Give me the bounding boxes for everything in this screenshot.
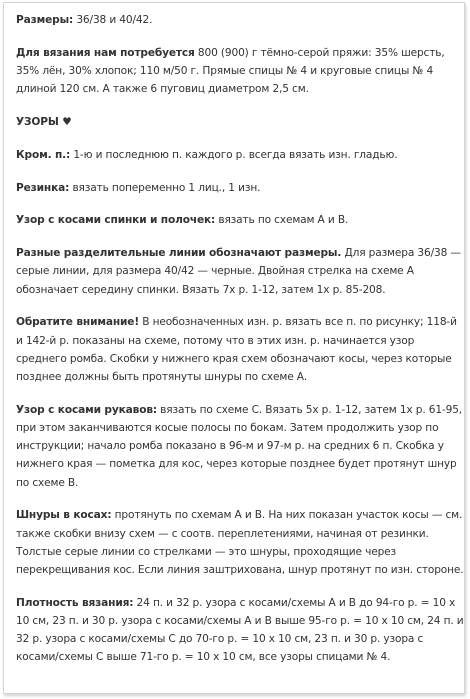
para-label: Разные разделительные линии обозначают размеры. xyxy=(16,247,342,260)
para-text: 24 п. и 32 р. узора с косами/схемы А и В до 94-го р. = 10 х 10 см, 23 п. и 30 р. узора с косами/схемы А и В выше 95-го р. = 10 х 10 см, 24 п. и 32 р. узора с косами/схемы С до 70-го р. = 10 х 10 см, 23 п. и 30 р. узора с косами/схемы С выше 71-го р. = 10 х 10 см, все узоры спицами № 4. xyxy=(16,596,464,664)
para-cable-sleeves xyxy=(16,401,464,492)
para-gauge xyxy=(16,594,464,667)
para-text: вязать по схемам А и В. xyxy=(215,214,349,227)
para-text: 36/38 и 40/42. xyxy=(73,14,153,26)
para-label: Шнуры в косах: xyxy=(16,509,112,522)
para-label: Кром. п.: xyxy=(16,148,71,161)
para-text: 800 (900) г тёмно-серой пряжи: 35% шерсть, 35% лён, 30% хлопок; 110 м/50 г. Прямые спицы № 4 и круговые спицы № 4 длиной 120 см. А также 6 пуговиц диаметром 2,5 см. xyxy=(16,46,445,96)
para-label: Обратите внимание! xyxy=(16,316,140,329)
para-rib xyxy=(16,179,464,197)
para-sizes xyxy=(16,11,464,29)
para-text: вязать попеременно 1 лиц., 1 изн. xyxy=(69,181,261,194)
para-text: вязать по схеме С. Вязать 5х р. 1-12, затем 1х р. 61-95, при этом заканчиваются косые полосы по бокам. Затем продолжить узор по инструкции; начало ромба показано в 96-м и 97-м р. на средних 6 п. Скобка у нижнего края — пометка для кос, через которые позднее будет протянут шнур по схеме В. xyxy=(16,403,463,489)
para-text: Для размера 36/38 — серые линии, для размера 40/42 — черные. Двойная стрелка на схеме А обозначает середину спинки. Вязать 7х р. 1-12, затем 1х р. 85-208. xyxy=(16,247,461,296)
para-text: В необозначенных изн. р. вязать все п. по рисунку; 118-й и 142-й р. показаны на схеме, потому что в этих изн. р. начинается узор среднего ромба. Скобки у нижнего края схем обозначают косы, через которые позднее должны быть протянуты шнуры по схеме А. xyxy=(16,316,457,383)
section-heading-patterns xyxy=(16,113,464,131)
para-label: Для вязания нам потребуется xyxy=(16,46,195,59)
para-attention xyxy=(16,313,464,386)
para-cable-back-fronts xyxy=(16,211,464,229)
para-label: Узор с косами рукавов: xyxy=(16,403,157,416)
document-frame xyxy=(3,2,465,694)
para-text: протянуть по схемам А и В. На них показан участок косы — см. также скобки внизу схем — с соотв. переплетениями, начиная от резинки. Толстые серые линии со стрелками — это шнуры, проходящие через перекрещивания кос. Если линия заштрихована, шнур протянут по изн. стороне. xyxy=(16,509,464,577)
para-label: Плотность вязания: xyxy=(16,596,134,609)
para-cords xyxy=(16,506,464,579)
document-text xyxy=(16,11,464,681)
heading-label: УЗОРЫ ♥ xyxy=(16,116,72,128)
para-text: 1-ю и последнюю п. каждого р. всегда вязать изн. гладью. xyxy=(70,148,398,161)
para-label: Резинка: xyxy=(16,181,70,194)
para-materials xyxy=(16,44,464,99)
para-label: Узор с косами спинки и полочек: xyxy=(16,214,216,227)
para-divider-lines xyxy=(16,244,464,299)
para-edge-stitch xyxy=(16,146,464,164)
para-label: Размеры: xyxy=(16,14,74,26)
